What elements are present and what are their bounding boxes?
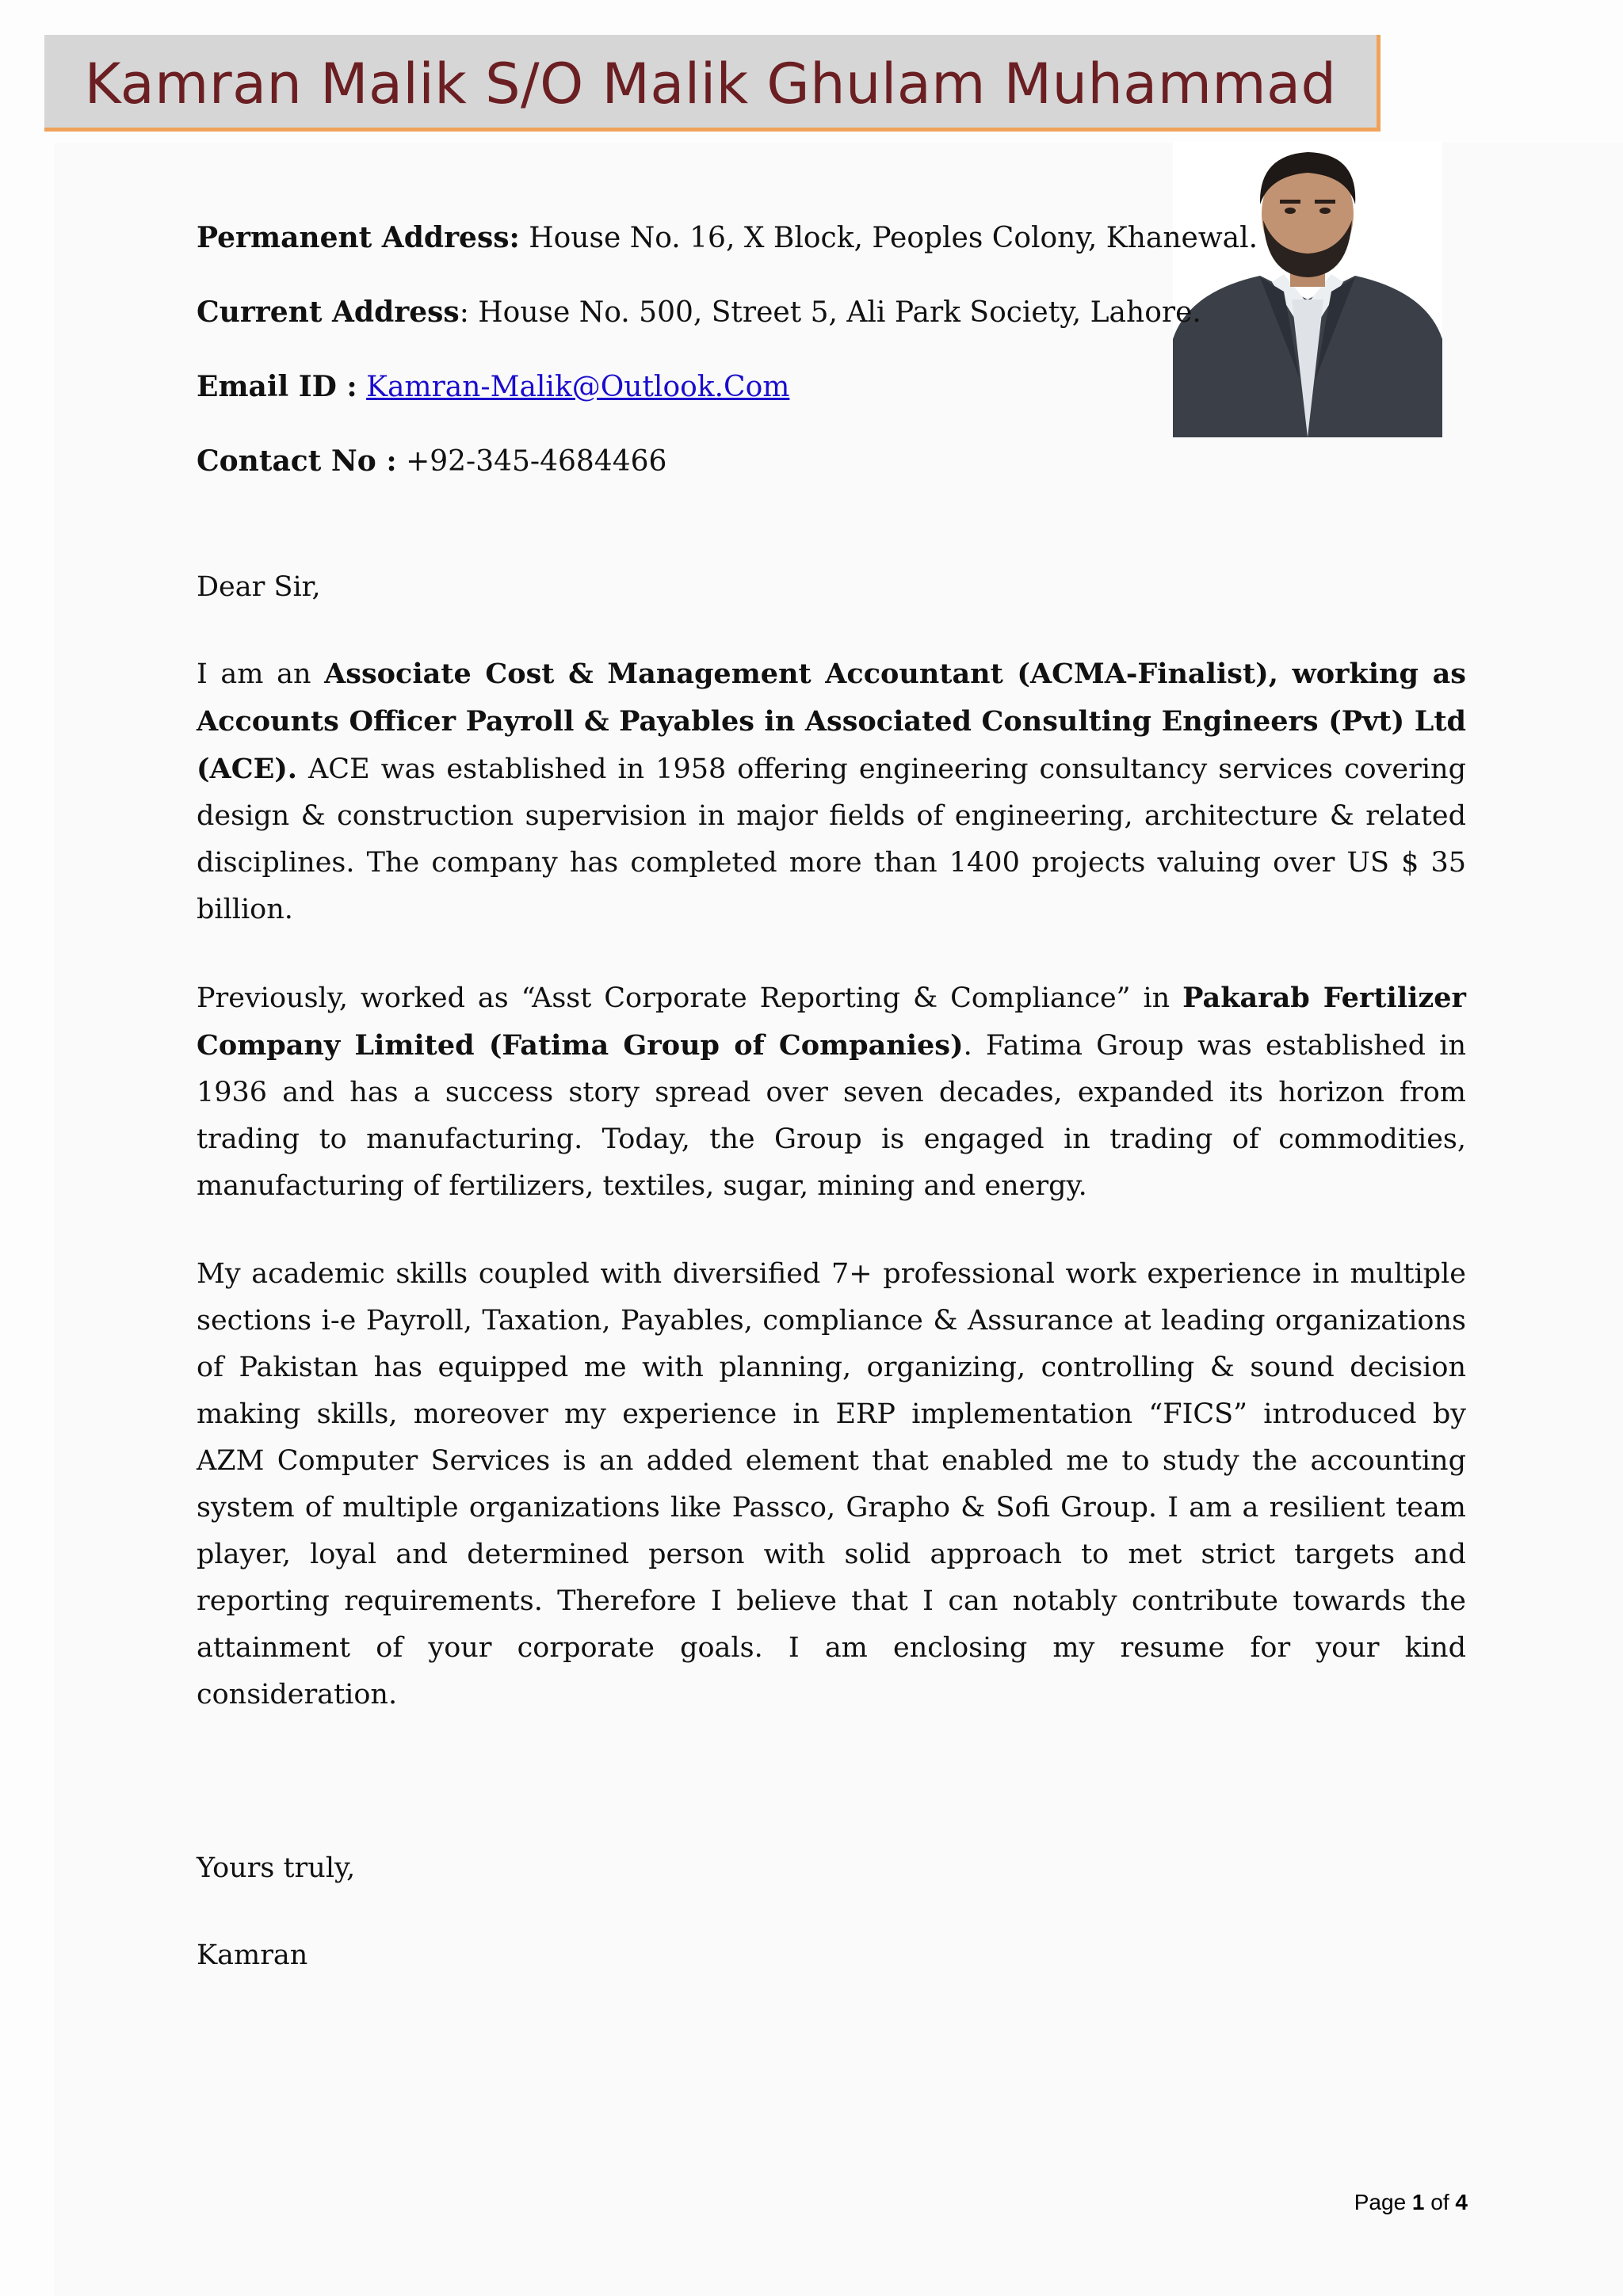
title-bar (44, 35, 1381, 132)
page-of: of (1424, 2190, 1456, 2214)
profile-photo (1173, 141, 1442, 437)
current-address-label: Current Address (197, 296, 460, 329)
current-address (197, 288, 1201, 363)
sign-off: Yours truly, (197, 1852, 356, 1884)
paragraph-1-bold: Associate Cost & Management Accountant (ACMA-Finalist), working as Accounts Officer Payroll & Payables in Associated Consulting Engineers (Pvt) Ltd (ACE). (197, 658, 1466, 785)
paragraph-current-role (197, 650, 1466, 933)
page-current: 1 (1411, 2190, 1425, 2214)
page-number (1354, 2190, 1468, 2215)
page-title: Kamran Malik S/O Malik Ghulam Muhammad (84, 51, 1337, 116)
paragraph-skills: My academic skills coupled with diversified 7+ professional work experience in multiple sections i-e Payroll, Taxation, Payables, compliance & Assurance at leading organizations of Pakistan has equipped me with planning, organizing, controlling & sound decision making skills, moreover my experience in ERP implementation “FICS” introduced by AZM Computer Services is an added element that enabled me to study the accounting system of multiple organizations like Passco, Grapho & Sofi Group. I am a resilient team player, loyal and determined person with solid approach to met strict targets and reporting requirements. Therefore I believe that I can notably contribute towards the attainment of your corporate goals. I am enclosing my resume for your kind consideration. (197, 1258, 1466, 1711)
letter-body (197, 564, 1466, 2019)
profile-photo-illustration (1173, 141, 1442, 437)
permanent-address-label: Permanent Address: (197, 221, 520, 254)
permanent-address (197, 214, 1258, 288)
contact-number-label: Contact No : (197, 444, 397, 478)
contact-block (197, 214, 1258, 512)
page-prefix: Page (1354, 2190, 1412, 2214)
signature-name: Kamran (197, 1939, 308, 1971)
current-address-value: : House No. 500, Street 5, Ali Park Society, Lahore. (459, 296, 1201, 329)
page-total: 4 (1455, 2190, 1468, 2214)
paragraph-2-intro: Previously, worked as “Asst Corporate Reporting & Compliance” in (197, 982, 1183, 1014)
permanent-address-value: House No. 16, X Block, Peoples Colony, Khanewal. (519, 222, 1258, 254)
paragraph-1-intro: I am an (197, 658, 325, 690)
paragraph-2-bold: Pakarab Fertilizer Company Limited (Fatima Group of Companies) (197, 982, 1467, 1062)
email (197, 363, 1171, 437)
email-link[interactable]: Kamran-Malik@Outlook.Com (366, 371, 790, 403)
contact-number-value: +92-345-4684466 (396, 445, 667, 478)
paragraph-2-rest: . Fatima Group was established in 1936 and has a success story spread over seven decades, expanded its horizon from trading to manufacturing. Today, the Group is engaged in trading of commodities, manufacturing of fertilizers, textiles, sugar, mining and energy. (197, 1030, 1466, 1202)
paragraph-1-rest: ACE was established in 1958 offering engineering consultancy services covering design & construction supervision in major fields of engineering, architecture & related disciplines. The company has completed more than 1400 projects valuing over US $ 35 billion. (197, 753, 1466, 925)
contact-number (197, 437, 1171, 512)
closing (197, 1845, 1466, 2019)
paragraph-previous-role (197, 974, 1466, 1210)
email-label: Email ID : (197, 370, 357, 403)
greeting: Dear Sir, (197, 571, 321, 603)
